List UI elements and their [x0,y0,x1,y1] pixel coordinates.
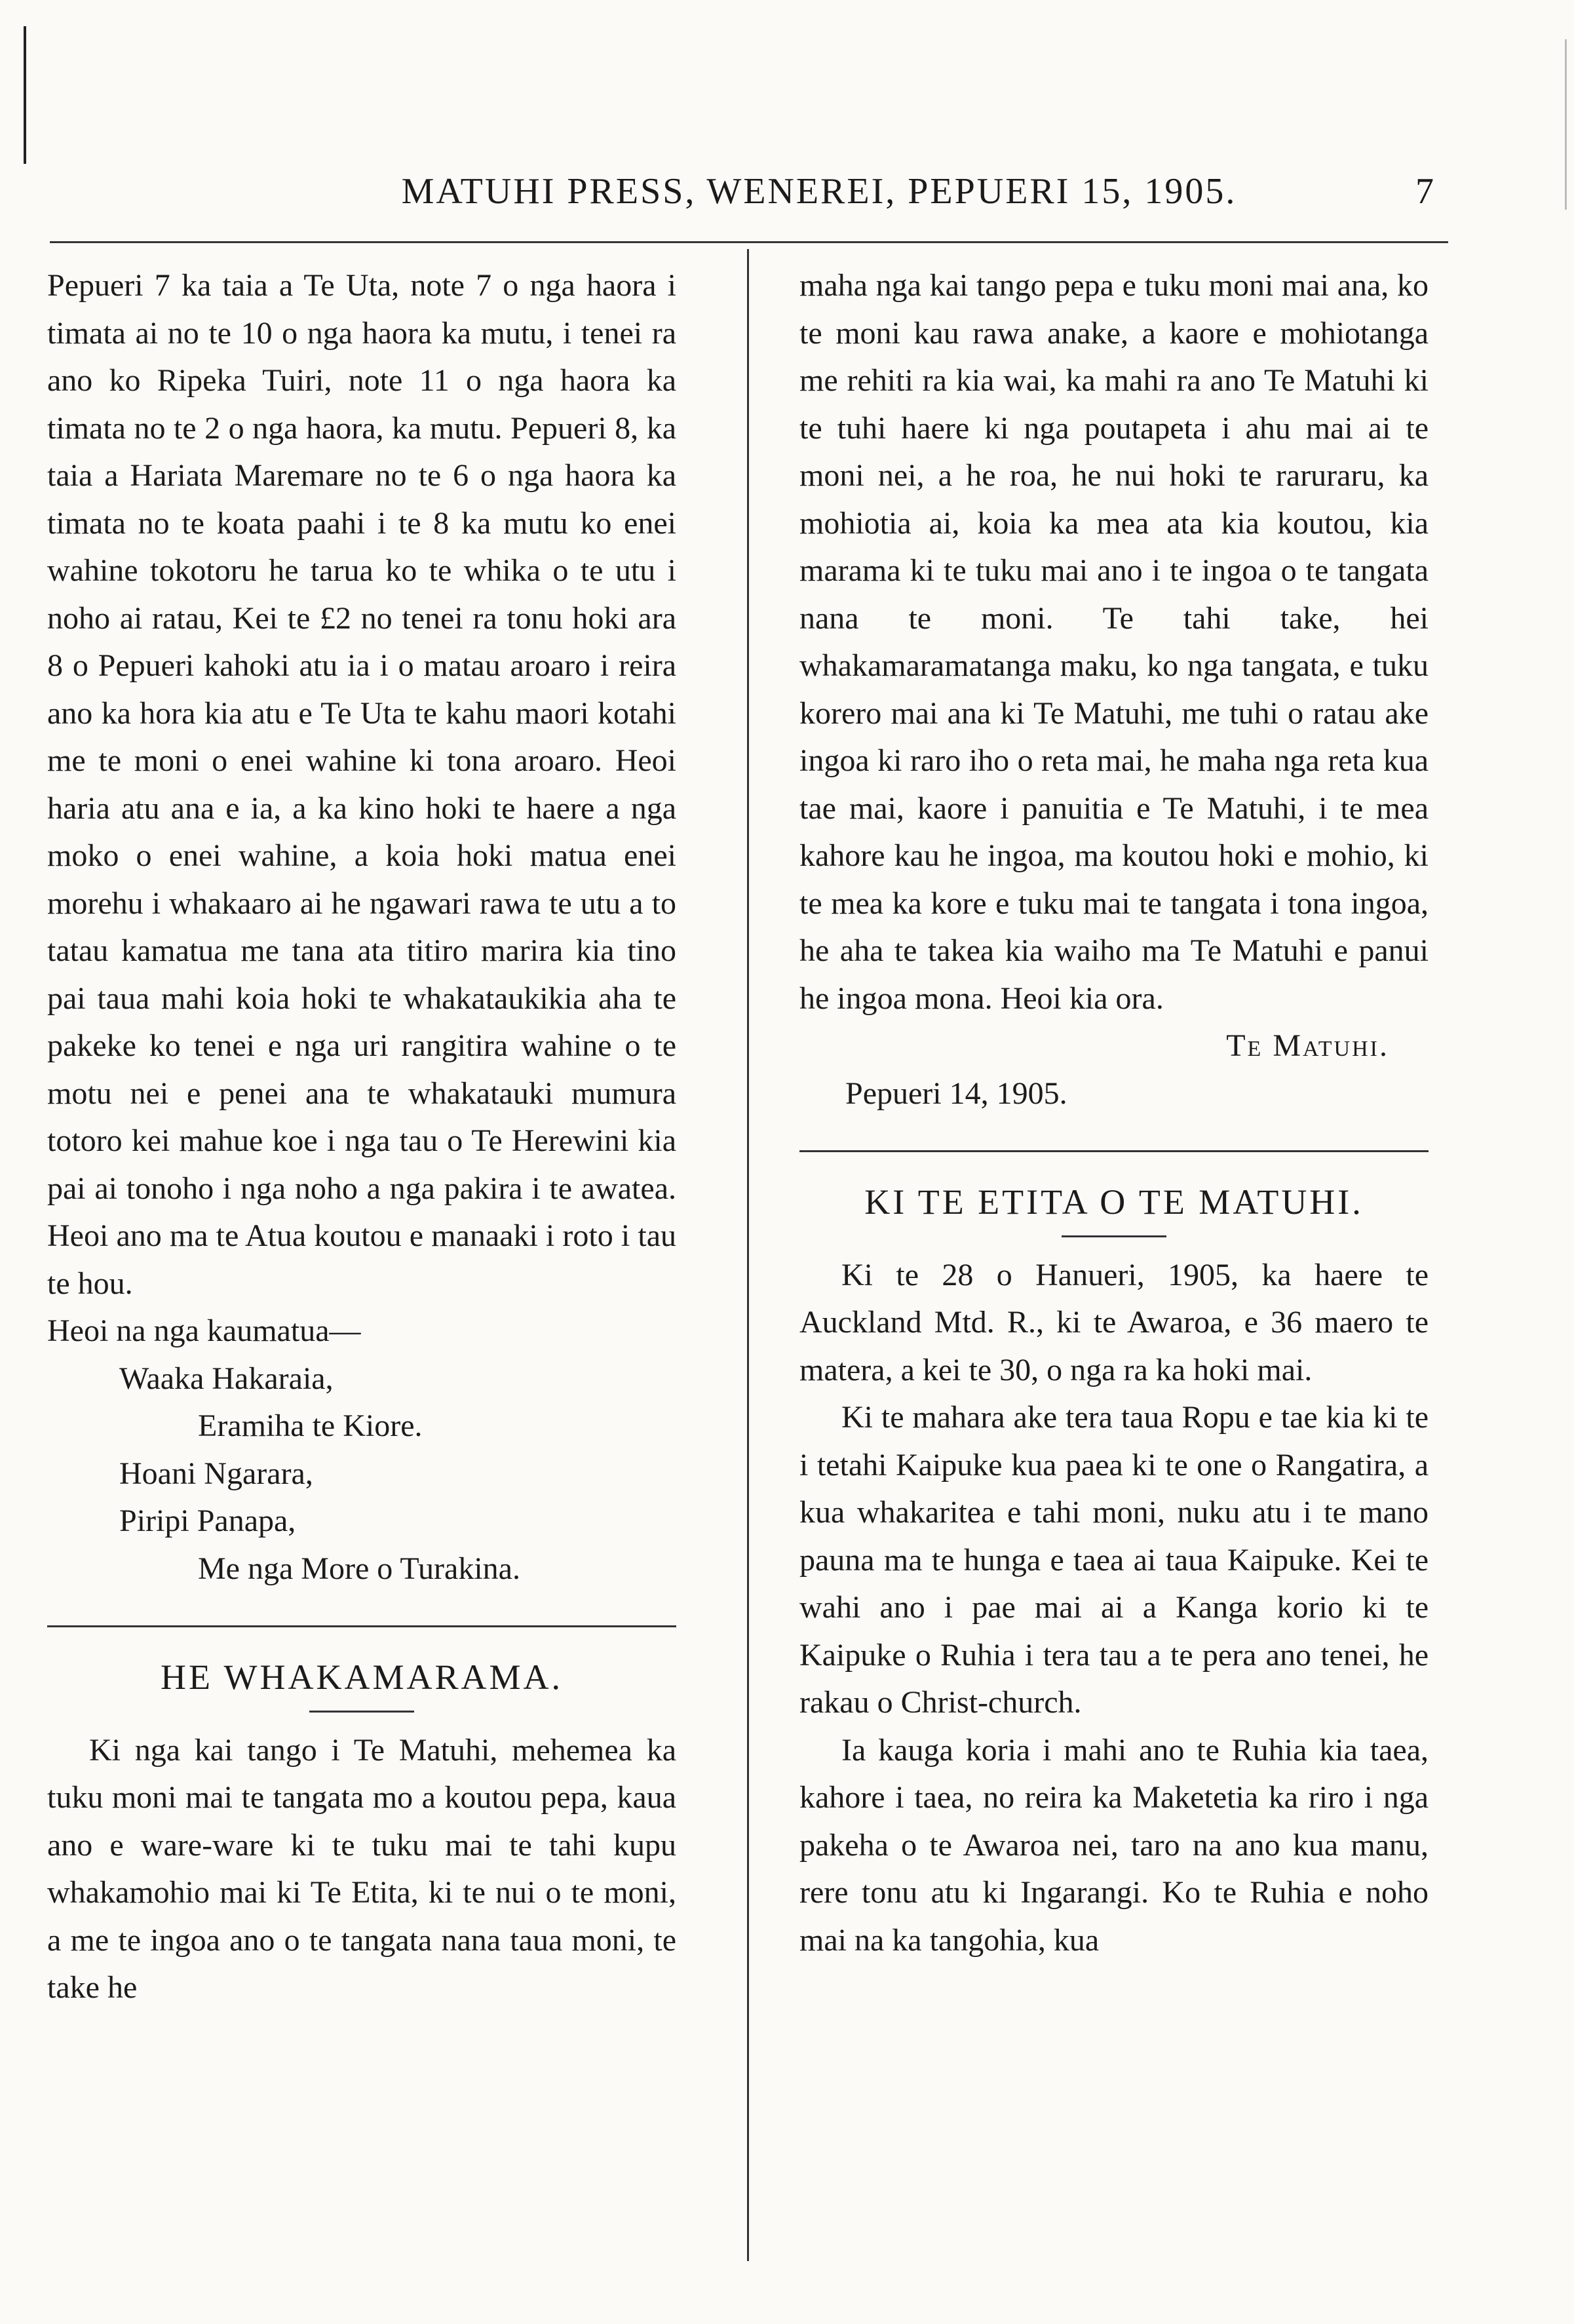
left-column [47,262,676,2012]
signatory-1: Waaka Hakaraia, [119,1361,334,1396]
etita-paragraph-3: Ia kauga koria i mahi ano te Ruhia kia taea, kahore i taea, no reira ka Maketetia ka riro i nga pakeha o te Awaroa nei, taro na ano kua manu, rere tonu atu ki Ingarangi. Ko te Ruhia e noho mai na ka tangohia, kua [799,1732,1429,1958]
heading-underline-right [1062,1235,1166,1237]
heading-underline-left [309,1711,414,1713]
signatory-4: Piripi Panapa, [119,1503,296,1538]
whakamarama-paragraph: Ki nga kai tango i Te Matuhi, mehemea ka tuku moni mai te tangata mo a koutou pepa, kaua ano e ware-ware ki te tuku mai te tahi kupu whakamohio mai ki Te Etita, ki te nui o te moni, a me te ingoa ano o te tangata nana taua moni, te take he [47,1732,676,2005]
signature-date: Pepueri 14, 1905. [845,1075,1067,1111]
right-continuation-paragraph: maha nga kai tango pepa e tuku moni mai ana, ko te moni kau rawa anake, a kaore e mohiotanga me rehiti ra kia wai, ka mahi ra ano Te Matuhi ki te tuhi haere ki nga poutapeta i ahu mai ai te moni nei, a he roa, he nui hoki te raruraru, ka mohiotia ai, koia ka mea ata kia koutou, kia marama ki te tuku mai ano i te ingoa o te tangata nana te moni. Te tahi take, hei whakamaramatanga maku, ko nga tangata, e tuku korero mai ana ki Te Matuhi, me tuhi o ratau ake ingoa ki raro iho o reta mai, he maha nga reta kua tae mai, kaore i panuitia e Te Matuhi, i te mea kahore kau he ingoa, ma koutou hoki e mohio, ki te mea ka kore e tuku mai te tangata i tona ingoa, he aha te takea kia waiho ma Te Matuhi e panui he ingoa mona. Heoi kia ora. [799,268,1429,1016]
etita-paragraph-2: Ki te mahara ake tera taua Ropu e tae kia ki te i tetahi Kaipuke kua paea ki te one o Rangatira, a kua whakaritea e tahi moni, nuku atu i te mano pauna ma te hunga e taea ai taua Kaipuke. Kei te wahi ano i pae mai ai a Kanga korio ki te Kaipuke o Ruhia i tera tau a te pera ano tenei, he rakau o Christ-church. [799,1400,1429,1720]
signoff-intro: Heoi na nga kaumatua— [47,1313,361,1348]
section-heading-whakamarama: HE WHAKAMARAMA. [160,1657,563,1697]
section-divider-left [47,1625,676,1627]
scan-edge-mark-right [1565,39,1567,210]
left-opening-paragraph: Pepueri 7 ka taia a Te Uta, note 7 o nga haora i timata ai no te 10 o nga haora ka mutu, i tenei ra ano ko Ripeka Tuiri, note 11 o nga haora ka timata no te 2 o nga haora, ka mutu. Pepueri 8, ka taia a Hariata Maremare no te 6 o nga haora ka timata no te koata paahi i te 8 ka mutu ko enei wahine tokotoru he tarua ko te whika o te utu i noho ai ratau, Kei te £2 no tenei ra tonu hoki ara 8 o Pepueri kahoki atu ia i o matau aroaro i reira ano ka hora kia atu e Te Uta te kahu maori kotahi me te moni o enei wahine ki tona aroaro. Heoi haria atu ana e ia, a ka kino hoki te haere a nga moko o enei wahine, a koia hoki matua enei morehu i whakaaro ai he ngawari rawa te utu a to tatau kamatua me tana ata titiro marira kia tino pai taua mahi koia hoki te whakataukikia aha te pakeke ko tenei e nga uri rangitira wahine o te motu nei e penei ana te whakatauki mumura totoro kei mahue koe i nga tau o Te Herewini kia pai ai tonoho i nga noho a nga pakira i te awatea. Heoi ano ma te Atua koutou e manaaki i roto i tau te hou. [47,268,676,1301]
right-column [799,262,1429,1964]
header-rule [50,241,1448,243]
page-number: 7 [1415,171,1434,212]
signature-name: Te Matuhi. [1226,1028,1389,1063]
page-header-title: MATUHI PRESS, WENEREI, PEPUERI 15, 1905. [401,171,1237,212]
signatory-3: Hoani Ngarara, [119,1456,313,1491]
scan-edge-mark-left [24,26,26,164]
signatory-2: Eramiha te Kiore. [198,1408,423,1443]
section-divider-right [799,1150,1429,1152]
signatory-5: Me nga More o Turakina. [198,1551,520,1586]
column-divider [747,249,749,2261]
etita-paragraph-1: Ki te 28 o Hanueri, 1905, ka haere te Auckland Mtd. R., ki te Awaroa, e 36 maero te matera, a kei te 30, o nga ra ka hoki mai. [799,1257,1429,1387]
section-heading-etita: KI TE ETITA O TE MATUHI. [864,1182,1364,1222]
